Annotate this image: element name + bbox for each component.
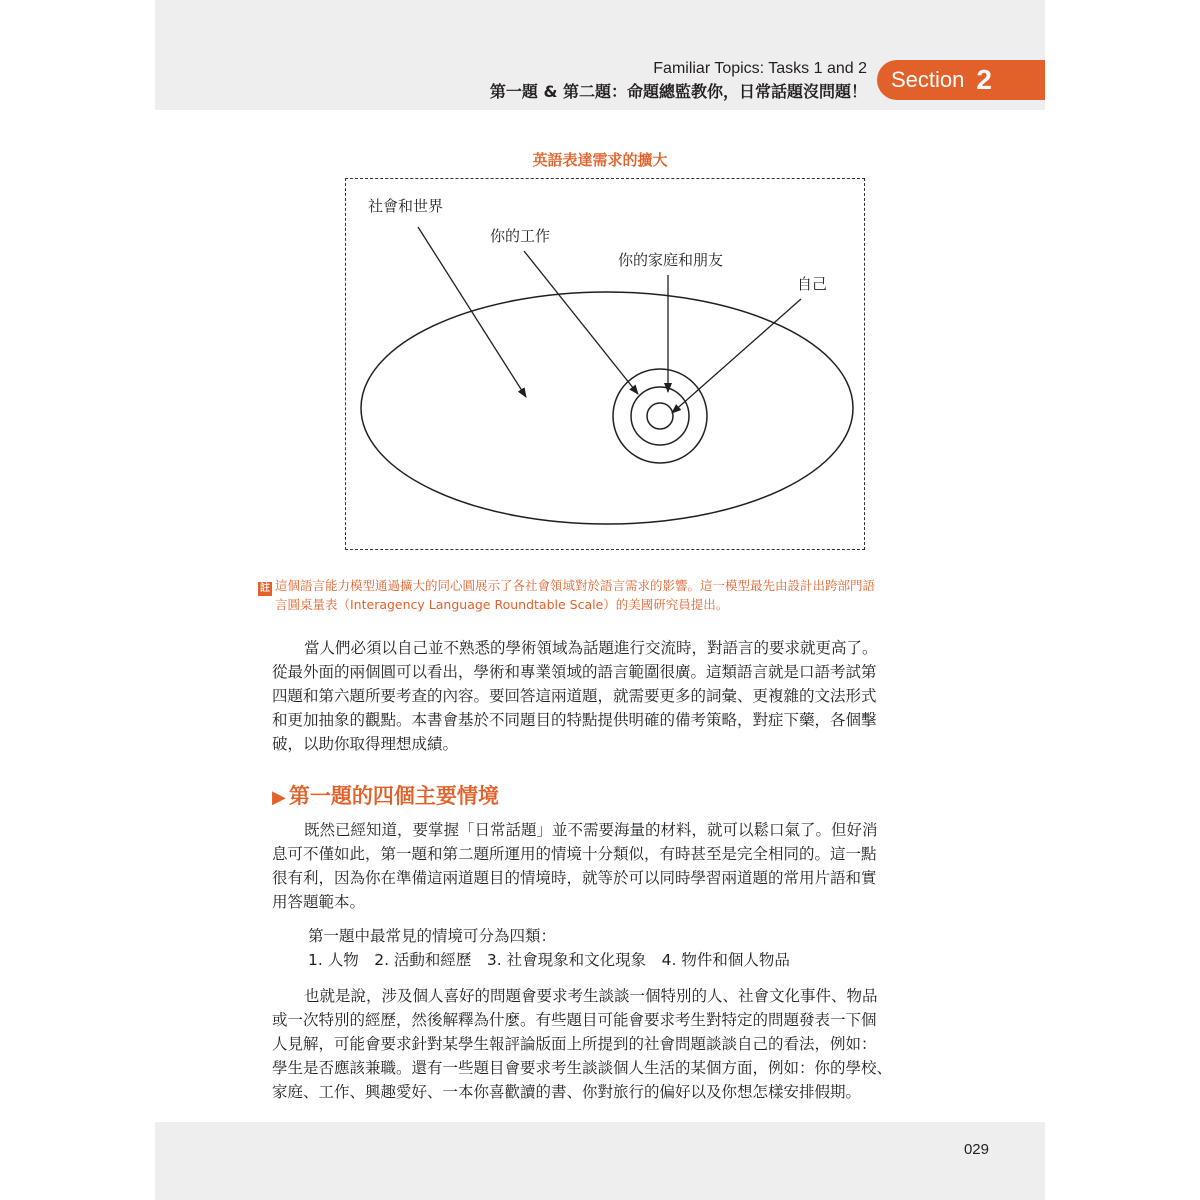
section-number: 2 xyxy=(976,64,992,95)
paragraph-1-line: 四題和第六題所要考查的內容。要回答這兩道題，就需要更多的詞彙、更複雜的文法形式 xyxy=(272,687,877,705)
paragraph-1-line: 破，以助你取得理想成績。 xyxy=(272,735,459,753)
label-family: 你的家庭和朋友 xyxy=(618,251,724,269)
paragraph-3-line: 或一次特別的經歷，然後解釋為什麼。有些題目可能會要求考生對特定的問題發表一下個 xyxy=(272,1011,877,1029)
outer-ellipse-society xyxy=(361,292,853,524)
footer-band xyxy=(155,1122,1045,1200)
section-tab xyxy=(877,60,1045,100)
paragraph-1-line: 當人們必須以自己並不熟悉的學術領域為話題進行交流時，對語言的要求就更高了。 xyxy=(304,639,878,657)
paragraph-2-line: 很有利，因為你在準備這兩道題目的情境時，就等於可以同時學習兩道題的常用片語和實 xyxy=(272,869,877,887)
list-intro: 第一題中最常見的情境可分為四類： xyxy=(308,927,557,945)
arrow-society xyxy=(418,227,526,397)
note-text-2: 言圓桌量表（Interagency Language Roundtable Scale）的美國研究員提出。 xyxy=(275,597,729,612)
paragraph-3-line: 也就是說，涉及個人喜好的問題會要求考生談談一個特別的人、社會文化事件、物品 xyxy=(304,987,878,1005)
book-page xyxy=(155,0,1045,1200)
circle-self xyxy=(647,403,673,429)
paragraph-3-line: 家庭、工作、興趣愛好、一本你喜歡讀的書、你對旅行的偏好以及你想怎樣安排假期。 xyxy=(272,1083,862,1101)
page-number: 029 xyxy=(963,1141,989,1158)
section-heading xyxy=(272,780,499,810)
paragraph-2-line: 既然已經知道，要掌握「日常話題」並不需要海量的材料，就可以鬆口氣了。但好消 xyxy=(304,821,878,839)
section-word: Section xyxy=(891,67,965,92)
situation-list xyxy=(272,924,930,972)
paragraph-3 xyxy=(272,984,930,1104)
paragraph-1-line: 和更加抽象的觀點。本書會基於不同題目的特點提供明確的備考策略，對症下藥，各個擊 xyxy=(272,711,877,729)
arrow-self xyxy=(672,299,801,413)
arrow-work xyxy=(524,251,638,394)
circle-work xyxy=(613,369,707,463)
note-mark: 註 xyxy=(260,583,270,594)
header-subtitle-zh: 第一題 & 第二題：命題總監教你，日常話題沒問題！ xyxy=(489,82,867,101)
list-categories: 1. 人物 2. 活動和經歷 3. 社會現象和文化現象 4. 物件和個人物品 xyxy=(308,951,790,969)
concentric-circles-figure xyxy=(345,178,865,550)
heading-text: 第一題的四個主要情境 xyxy=(288,783,499,808)
paragraph-3-line: 人見解，可能會要求針對某學生報評論版面上所提到的社會問題談談自己的看法，例如： xyxy=(272,1035,877,1053)
paragraph-2 xyxy=(272,818,930,914)
paragraph-3-line: 學生是否應該兼職。還有一些題目會要求考生談談個人生活的某個方面，例如：你的學校、 xyxy=(272,1059,893,1077)
label-self: 自己 xyxy=(797,275,828,293)
heading-triangle-icon: ▶ xyxy=(272,787,286,808)
paragraph-1-line: 從最外面的兩個圓可以看出，學術和專業領域的語言範圍很廣。這類語言就是口語考試第 xyxy=(272,663,877,681)
note-text-1: 這個語言能力模型通過擴大的同心圓展示了各社會領域對於語言需求的影響。這一模型最先由設計出跨部門語 xyxy=(275,578,876,593)
label-society: 社會和世界 xyxy=(368,197,444,215)
paragraph-2-line: 息可不僅如此，第一題和第二題所運用的情境十分類似，有時甚至是完全相同的。這一點 xyxy=(272,845,877,863)
paragraph-2-line: 用答題範本。 xyxy=(272,893,366,911)
figure-drawing xyxy=(346,179,866,551)
paragraph-1 xyxy=(272,636,930,756)
header-subtitle-en: Familiar Topics: Tasks 1 and 2 xyxy=(653,60,867,77)
note-line-1 xyxy=(258,577,938,596)
label-work: 你的工作 xyxy=(490,227,551,245)
figure-title: 英語表達需求的擴大 xyxy=(532,151,668,169)
figure-note xyxy=(258,577,938,613)
circle-family xyxy=(631,387,689,445)
